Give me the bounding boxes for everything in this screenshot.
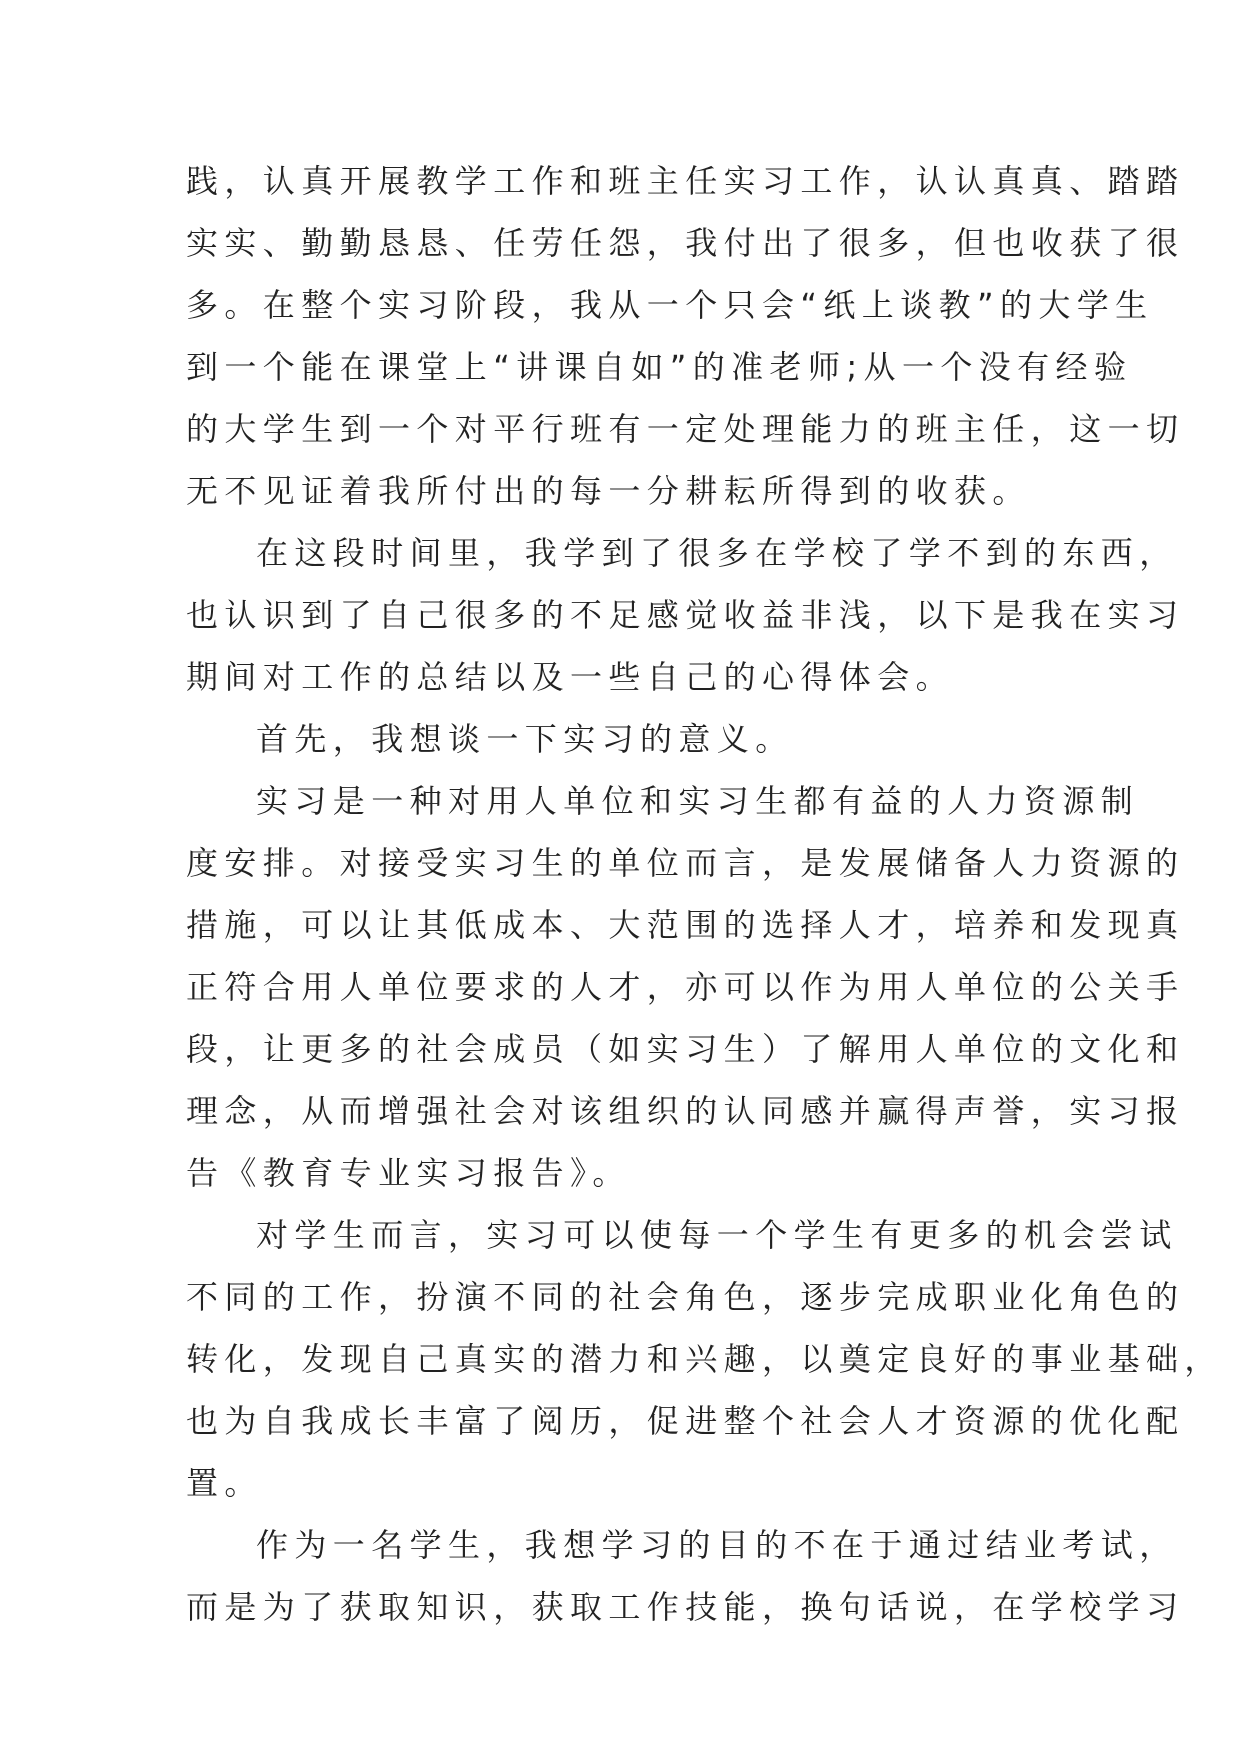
text-line: 正符合用人单位要求的人才，亦可以作为用人单位的公关手 — [186, 968, 1185, 1006]
text-line: 段，让更多的社会成员（如实习生）了解用人单位的文化和 — [186, 1030, 1185, 1068]
text-line: 理念，从而增强社会对该组织的认同感并赢得声誉，实习报 — [186, 1092, 1185, 1130]
text-line: 期间对工作的总结以及一些自己的心得体会。 — [186, 658, 955, 696]
text-line: 告《教育专业实习报告》。 — [186, 1154, 631, 1192]
text-line: 也认识到了自己很多的不足感觉收益非浅，以下是我在实习 — [186, 596, 1185, 634]
text-line: 实实、勤勤恳恳、任劳任怨，我付出了很多，但也收获了很 — [186, 224, 1185, 262]
paragraph-start-line: 在这段时间里，我学到了很多在学校了学不到的东西， — [256, 534, 1178, 572]
text-line: 的大学生到一个对平行班有一定处理能力的班主任，这一切 — [186, 410, 1185, 448]
text-line: 多。在整个实习阶段，我从一个只会“纸上谈教”的大学生 — [186, 286, 1154, 324]
text-line: 也为自我成长丰富了阅历，促进整个社会人才资源的优化配 — [186, 1402, 1185, 1440]
paragraph-start-line: 作为一名学生，我想学习的目的不在于通过结业考试， — [256, 1526, 1178, 1564]
paragraph-start-line: 实习是一种对用人单位和实习生都有益的人力资源制 — [256, 782, 1140, 820]
text-line: 措施，可以让其低成本、大范围的选择人才，培养和发现真 — [186, 906, 1185, 944]
body-text — [186, 150, 1223, 1638]
text-line: 转化，发现自己真实的潜力和兴趣，以奠定良好的事业基础， — [186, 1340, 1223, 1378]
text-line: 而是为了获取知识，获取工作技能，换句话说，在学校学习 — [186, 1588, 1185, 1626]
text-line: 到一个能在课堂上“讲课自如”的准老师;从一个没有经验 — [186, 348, 1133, 386]
paragraph-start-line: 首先，我想谈一下实习的意义。 — [256, 720, 794, 758]
text-line: 无不见证着我所付出的每一分耕耘所得到的收获。 — [186, 472, 1031, 510]
text-line: 置。 — [186, 1464, 263, 1502]
text-line: 践，认真开展教学工作和班主任实习工作，认认真真、踏踏 — [186, 162, 1185, 200]
text-line: 度安排。对接受实习生的单位而言，是发展储备人力资源的 — [186, 844, 1185, 882]
paragraph-start-line: 对学生而言，实习可以使每一个学生有更多的机会尝试 — [256, 1216, 1178, 1254]
text-line: 不同的工作，扮演不同的社会角色，逐步完成职业化角色的 — [186, 1278, 1185, 1316]
